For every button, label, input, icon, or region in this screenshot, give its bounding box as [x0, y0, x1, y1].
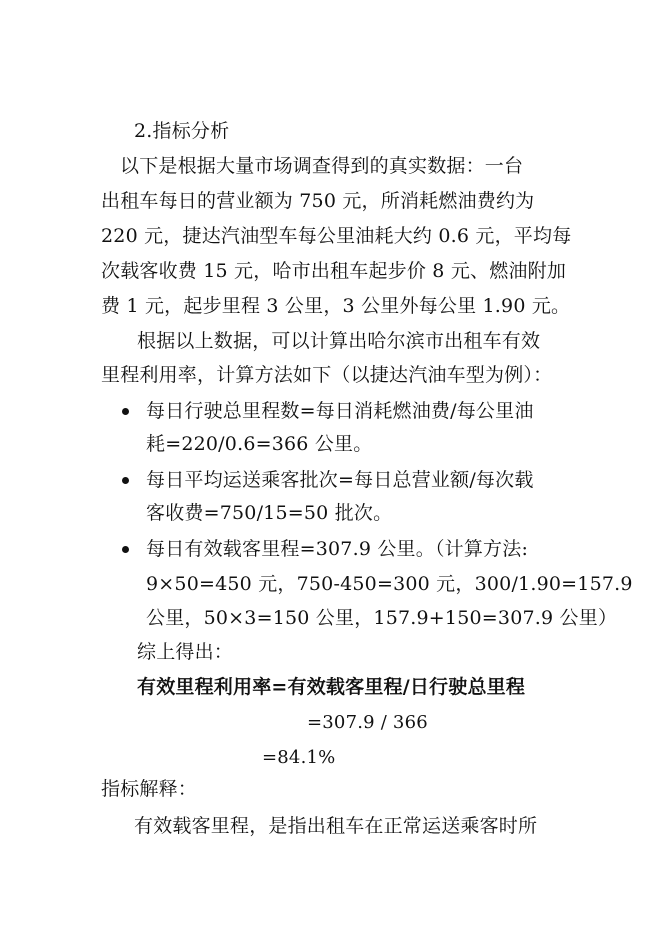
bullet-text: 9×50=450 元，750-450=300 元，300/1.90=157.9 — [146, 573, 633, 595]
bullet-text: 每日有效载客里程=307.9 公里。（计算方法: — [146, 538, 529, 560]
explanation-text: 有效载客里程，是指出租车在正常运送乘客时所 — [134, 815, 538, 837]
bullet-text: 每日平均运送乘客批次=每日总营业额/每次载 — [146, 469, 534, 491]
bullet-dot — [122, 546, 129, 553]
paragraph-line: 里程利用率，计算方法如下（以捷达汽油车型为例）： — [101, 364, 553, 386]
paragraph-line: 次载客收费 15 元，哈市出租车起步价 8 元、燃油附加 — [101, 260, 567, 282]
paragraph-line: 费 1 元，起步里程 3 公里，3 公里外每公里 1.90 元。 — [101, 295, 571, 317]
paragraph-line: 出租车每日的营业额为 750 元，所消耗燃油费约为 — [101, 190, 535, 212]
bullet-text: 耗=220/0.6=366 公里。 — [146, 433, 373, 455]
bullet-dot — [122, 477, 129, 484]
paragraph-line: 220 元，捷达汽油型车每公里油耗大约 0.6 元，平均每 — [101, 225, 572, 247]
calculation-result: =84.1% — [262, 747, 336, 768]
calculation-line: =307.9 / 366 — [307, 712, 428, 733]
section-title: 2.指标分析 — [134, 120, 230, 142]
paragraph-line: 以下是根据大量市场调查得到的真实数据：一台 — [120, 155, 524, 177]
conclusion-label: 综上得出： — [137, 641, 234, 663]
formula: 有效里程利用率=有效载客里程/日行驶总里程 — [137, 676, 526, 698]
bullet-text: 客收费=750/15=50 批次。 — [146, 502, 393, 524]
bullet-dot — [122, 408, 129, 415]
explanation-label: 指标解释： — [101, 778, 198, 800]
paragraph-line: 根据以上数据，可以计算出哈尔滨市出租车有效 — [137, 330, 541, 352]
bullet-text: 公里，50×3=150 公里，157.9+150=307.9 公里） — [146, 607, 618, 629]
bullet-text: 每日行驶总里程数=每日消耗燃油费/每公里油 — [146, 400, 534, 422]
